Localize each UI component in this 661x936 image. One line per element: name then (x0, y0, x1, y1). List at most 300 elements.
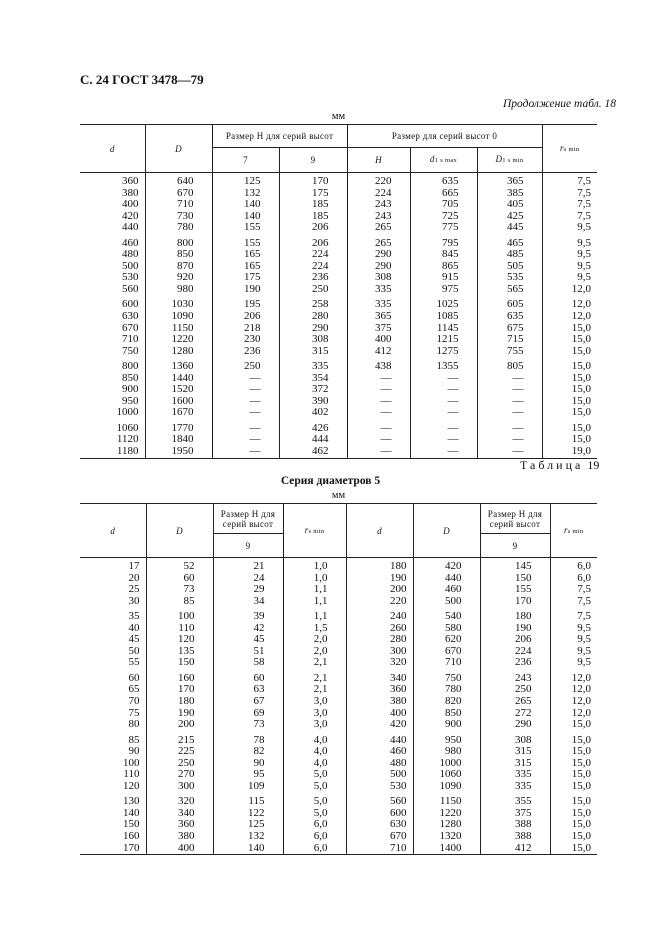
t19-col-header-size-H-2: Размер H для серий высот (480, 504, 550, 534)
table-cell: 12,0 (542, 284, 597, 296)
table-cell: 85 (80, 731, 146, 747)
t19-col-header-rs-min (283, 504, 346, 558)
table-cell: 12,0 (542, 311, 597, 323)
table-18 (80, 124, 597, 459)
table-row (80, 584, 597, 596)
table-cell: 365 (347, 311, 410, 323)
table-cell: 9,5 (542, 234, 597, 250)
table-cell: 412 (347, 346, 410, 358)
table-cell: 9,5 (550, 623, 597, 635)
table-row (80, 792, 597, 808)
table-cell: 1280 (145, 346, 212, 358)
table-cell: 980 (413, 746, 480, 758)
table-cell: 15,0 (550, 843, 597, 855)
table-cell: 820 (413, 696, 480, 708)
table-cell: 200 (346, 584, 413, 596)
table-cell: 1,5 (283, 623, 346, 635)
table-cell: — (347, 407, 410, 419)
table-cell: 110 (146, 623, 213, 635)
table18-unit: мм (331, 111, 346, 122)
table-cell: 30 (80, 596, 146, 608)
table-cell: 1320 (413, 831, 480, 843)
table-cell: 60 (146, 573, 213, 585)
table-cell: 206 (480, 634, 550, 646)
t19-col-header-9-2: 9 (480, 534, 550, 558)
table-cell: 15,0 (550, 769, 597, 781)
table-cell: 19,0 (542, 446, 597, 458)
table-cell: 1025 (410, 295, 477, 311)
table-cell: 150 (480, 573, 550, 585)
table-cell: 900 (413, 719, 480, 731)
table-cell: 1440 (145, 373, 212, 385)
table-cell: 175 (279, 188, 347, 200)
table-row (80, 657, 597, 669)
t19-rs-subscript-2: s min (567, 527, 584, 535)
table-cell: 535 (477, 272, 542, 284)
table18-body (80, 173, 597, 459)
table-cell: 1145 (410, 323, 477, 335)
table-row (80, 781, 597, 793)
table-cell: 260 (346, 623, 413, 635)
table-cell: 3,0 (283, 708, 346, 720)
table19-label-number: 19 (587, 458, 600, 472)
table-cell: 80 (80, 719, 146, 731)
table-cell: 15,0 (542, 396, 597, 408)
table-cell: 565 (477, 284, 542, 296)
table-cell: 7,5 (550, 596, 597, 608)
table-cell: 6,0 (283, 819, 346, 831)
table-cell: 15,0 (550, 731, 597, 747)
table-cell: 12,0 (550, 696, 597, 708)
table-cell: — (212, 384, 279, 396)
table-19 (80, 503, 597, 855)
table-cell: 1220 (413, 808, 480, 820)
table-row (80, 346, 597, 358)
table-cell: 865 (410, 261, 477, 273)
table-row (80, 596, 597, 608)
col-header-size-series-0: Размер для серий высот 0 (347, 125, 542, 148)
table-cell: 600 (80, 295, 145, 311)
table-cell: 250 (279, 284, 347, 296)
table-cell: 185 (279, 199, 347, 211)
table-cell: 52 (146, 558, 213, 573)
table-cell: 320 (346, 657, 413, 669)
table-cell: 380 (146, 831, 213, 843)
table-cell: 355 (480, 792, 550, 808)
table-cell: 9,5 (542, 222, 597, 234)
table-cell: 5,0 (283, 792, 346, 808)
table-cell: 360 (146, 819, 213, 831)
table-row (80, 407, 597, 419)
table-cell: 1000 (413, 758, 480, 770)
table-cell: 500 (346, 769, 413, 781)
table-cell: 165 (212, 249, 279, 261)
t19-col-header-D-2: D (413, 504, 480, 558)
table-cell: 635 (477, 311, 542, 323)
table-cell: 243 (347, 211, 410, 223)
table-cell: 440 (413, 573, 480, 585)
table-cell: 265 (480, 696, 550, 708)
table-cell: 388 (480, 831, 550, 843)
table-cell: 290 (480, 719, 550, 731)
table-row (80, 607, 597, 623)
table-cell: 500 (413, 596, 480, 608)
table-cell: 705 (410, 199, 477, 211)
table-cell: 132 (212, 188, 279, 200)
table-cell: 50 (80, 646, 146, 658)
table-cell: 438 (347, 357, 410, 373)
col-header-D: D (145, 125, 212, 173)
table-cell: 206 (212, 311, 279, 323)
table-cell: 12,0 (550, 684, 597, 696)
table-cell: 850 (413, 708, 480, 720)
table-cell: 100 (80, 758, 146, 770)
table-cell: 335 (480, 781, 550, 793)
table-cell: 1060 (80, 419, 145, 435)
table-cell: 78 (213, 731, 283, 747)
table-row (80, 696, 597, 708)
table-cell: 6,0 (283, 843, 346, 855)
t19-col-header-D: D (146, 504, 213, 558)
table-cell: 950 (80, 396, 145, 408)
table-cell: 600 (346, 808, 413, 820)
table-cell: 60 (213, 669, 283, 685)
table-cell: 290 (279, 323, 347, 335)
table-cell: 15,0 (550, 758, 597, 770)
table-cell: 73 (213, 719, 283, 731)
table-cell: 42 (213, 623, 283, 635)
table-cell: 390 (279, 396, 347, 408)
table-cell: 9,5 (550, 657, 597, 669)
table-row (80, 357, 597, 373)
table-row (80, 843, 597, 855)
table-cell: 1275 (410, 346, 477, 358)
table-cell: 15,0 (550, 781, 597, 793)
table-cell: 630 (346, 819, 413, 831)
table-cell: 280 (279, 311, 347, 323)
table-cell: 67 (213, 696, 283, 708)
table-cell: 155 (212, 222, 279, 234)
table-cell: 4,0 (283, 758, 346, 770)
table-cell: — (410, 373, 477, 385)
table-cell: 9,5 (542, 261, 597, 273)
t19-rs-symbol: r (304, 524, 309, 535)
table-cell: 170 (146, 684, 213, 696)
t19-rs-subscript: s min (308, 527, 325, 535)
table-cell: 1950 (145, 446, 212, 458)
table-cell: 308 (279, 334, 347, 346)
table-cell: 845 (410, 249, 477, 261)
table-cell: 1000 (80, 407, 145, 419)
table-cell: 1060 (413, 769, 480, 781)
table-cell: 200 (146, 719, 213, 731)
table-cell: 70 (80, 696, 146, 708)
table-cell: 560 (346, 792, 413, 808)
table-cell: 1215 (410, 334, 477, 346)
table-cell: 605 (477, 295, 542, 311)
table-cell: 160 (80, 831, 146, 843)
table-cell: 315 (480, 758, 550, 770)
table-cell: 1840 (145, 434, 212, 446)
table-cell: 85 (146, 596, 213, 608)
table-cell: 2,1 (283, 669, 346, 685)
table-cell: 45 (80, 634, 146, 646)
table-cell: — (410, 407, 477, 419)
table-cell: 190 (346, 573, 413, 585)
table-cell: 195 (212, 295, 279, 311)
table-cell: 218 (212, 323, 279, 335)
continuation-label: Продолжение табл. 18 (503, 98, 616, 110)
table-cell: 426 (279, 419, 347, 435)
table-cell: 675 (477, 323, 542, 335)
table-cell: 6,0 (550, 573, 597, 585)
table-cell: 290 (347, 261, 410, 273)
table-cell: 315 (279, 346, 347, 358)
table-cell: 140 (212, 199, 279, 211)
table-cell: 12,0 (550, 669, 597, 685)
table-cell: 125 (213, 819, 283, 831)
table-cell: 915 (410, 272, 477, 284)
table-cell: 800 (145, 234, 212, 250)
table-cell: 170 (80, 843, 146, 855)
table-cell: 7,5 (542, 173, 597, 188)
table-row (80, 558, 597, 573)
table-cell: 20 (80, 573, 146, 585)
table-cell: 670 (145, 188, 212, 200)
table-cell: 58 (213, 657, 283, 669)
table-cell: 4,0 (283, 746, 346, 758)
table-cell: 375 (480, 808, 550, 820)
table-cell: 2,1 (283, 657, 346, 669)
col-header-D1 (477, 148, 542, 173)
table-cell: 15,0 (542, 407, 597, 419)
table-cell: 870 (145, 261, 212, 273)
table19-unit: мм (331, 490, 346, 501)
table-cell: — (410, 384, 477, 396)
table-row (80, 234, 597, 250)
table-cell: 15,0 (542, 419, 597, 435)
col-header-7: 7 (212, 148, 279, 173)
table-cell: 340 (346, 669, 413, 685)
table-cell: 115 (213, 792, 283, 808)
table-cell: 320 (146, 792, 213, 808)
table-cell: 1085 (410, 311, 477, 323)
table-cell: 9,5 (542, 249, 597, 261)
table-cell: 150 (146, 657, 213, 669)
table-cell: 280 (346, 634, 413, 646)
table-cell: 15,0 (542, 434, 597, 446)
table-row (80, 669, 597, 685)
table-cell: — (477, 434, 542, 446)
table-cell: 175 (212, 272, 279, 284)
table19-label (520, 458, 599, 473)
table-cell: 258 (279, 295, 347, 311)
table-cell: 165 (212, 261, 279, 273)
table-cell: 15,0 (550, 719, 597, 731)
table-cell: 6,0 (550, 558, 597, 573)
table-cell: 1150 (145, 323, 212, 335)
table-cell: 1180 (80, 446, 145, 458)
table-cell: — (477, 407, 542, 419)
table-cell: 140 (213, 843, 283, 855)
table-cell: — (410, 419, 477, 435)
table-cell: 5,0 (283, 808, 346, 820)
table-cell: 385 (477, 188, 542, 200)
t19-col-header-rs-min-2 (550, 504, 597, 558)
D1-symbol: D (495, 154, 503, 164)
table-cell: 140 (212, 211, 279, 223)
table-cell: 1220 (145, 334, 212, 346)
table-cell: 100 (146, 607, 213, 623)
table-cell: 710 (346, 843, 413, 855)
table-cell: 300 (146, 781, 213, 793)
table-cell: 7,5 (542, 188, 597, 200)
table-cell: 780 (145, 222, 212, 234)
t19-rs-symbol-2: r (563, 524, 568, 535)
table-cell: 90 (213, 758, 283, 770)
table-cell: 224 (480, 646, 550, 658)
table-cell: 1120 (80, 434, 145, 446)
table-cell: 109 (213, 781, 283, 793)
table-cell: 1150 (413, 792, 480, 808)
table-cell: 300 (346, 646, 413, 658)
table-cell: 75 (80, 708, 146, 720)
D1-subscript: 1 s min (502, 157, 524, 164)
table-cell: 180 (146, 696, 213, 708)
table-cell: 272 (480, 708, 550, 720)
table-cell: — (410, 434, 477, 446)
table-cell: 15,0 (542, 357, 597, 373)
table-cell: 1670 (145, 407, 212, 419)
table-cell: 140 (80, 808, 146, 820)
table-cell: 635 (410, 173, 477, 188)
table-cell: 1770 (145, 419, 212, 435)
table-cell: 243 (480, 669, 550, 685)
table-cell: 15,0 (542, 346, 597, 358)
table-cell: 9,5 (550, 646, 597, 658)
table-cell: 462 (279, 446, 347, 458)
table-cell: 1,1 (283, 596, 346, 608)
col-header-d1 (410, 148, 477, 173)
table-cell: 380 (346, 696, 413, 708)
table-cell: 420 (346, 719, 413, 731)
table-cell: — (212, 419, 279, 435)
table-cell: 12,0 (542, 295, 597, 311)
table-cell: 540 (413, 607, 480, 623)
table-row (80, 284, 597, 296)
table-cell: 215 (146, 731, 213, 747)
table-cell: 63 (213, 684, 283, 696)
table-cell: 39 (213, 607, 283, 623)
t19-col-header-d-2: d (346, 504, 413, 558)
col-header-size-H: Размер H для серий высот (212, 125, 347, 148)
table-cell: 1520 (145, 384, 212, 396)
table-cell: — (347, 446, 410, 458)
table-cell: 750 (80, 346, 145, 358)
table-cell: 224 (279, 261, 347, 273)
table-cell: 500 (80, 261, 145, 273)
table-cell: 55 (80, 657, 146, 669)
table-cell: 2,1 (283, 684, 346, 696)
table-cell: 485 (477, 249, 542, 261)
table-cell: 185 (279, 211, 347, 223)
table-cell: 180 (346, 558, 413, 573)
table-cell: 95 (213, 769, 283, 781)
table-cell: — (347, 384, 410, 396)
table-cell: 150 (80, 819, 146, 831)
table-cell: 640 (145, 173, 212, 188)
table-cell: 402 (279, 407, 347, 419)
table-cell: 125 (212, 173, 279, 188)
table-cell: 145 (480, 558, 550, 573)
rs-symbol: r (559, 142, 564, 153)
table-cell: — (477, 373, 542, 385)
table-cell: 65 (80, 684, 146, 696)
table-cell: 340 (146, 808, 213, 820)
table-cell: 236 (212, 346, 279, 358)
table-row (80, 731, 597, 747)
table-row (80, 199, 597, 211)
table-cell: 360 (80, 173, 145, 188)
table-cell: 25 (80, 584, 146, 596)
table-cell: 132 (213, 831, 283, 843)
d1-subscript: 1 s max (434, 157, 458, 164)
table-cell: 308 (480, 731, 550, 747)
table-cell: 335 (347, 284, 410, 296)
table-cell: — (477, 384, 542, 396)
table-cell: 1400 (413, 843, 480, 855)
table-cell: 224 (347, 188, 410, 200)
table-cell: 60 (80, 669, 146, 685)
table-cell: — (410, 396, 477, 408)
table-cell: 775 (410, 222, 477, 234)
table-cell: 35 (80, 607, 146, 623)
table-cell: 425 (477, 211, 542, 223)
table-cell: 1360 (145, 357, 212, 373)
table-cell: 5,0 (283, 769, 346, 781)
table-row (80, 173, 597, 188)
table-cell: 460 (80, 234, 145, 250)
table-cell: 250 (146, 758, 213, 770)
table-cell: 505 (477, 261, 542, 273)
table-cell: 1355 (410, 357, 477, 373)
table-cell: 480 (346, 758, 413, 770)
table-cell: 580 (413, 623, 480, 635)
table-cell: 230 (212, 334, 279, 346)
table-cell: 7,5 (542, 199, 597, 211)
table-cell: 1090 (413, 781, 480, 793)
table-cell: — (347, 434, 410, 446)
table-cell: 15,0 (542, 323, 597, 335)
table-cell: — (212, 396, 279, 408)
table-cell: 375 (347, 323, 410, 335)
table-cell: 34 (213, 596, 283, 608)
table-cell: 1280 (413, 819, 480, 831)
table-cell: 5,0 (283, 781, 346, 793)
table-cell: 630 (80, 311, 145, 323)
table-cell: 15,0 (550, 792, 597, 808)
table-cell: 9,5 (550, 634, 597, 646)
table-cell: 710 (413, 657, 480, 669)
page-header: С. 24 ГОСТ 3478—79 (80, 72, 204, 87)
table-cell: 2,0 (283, 646, 346, 658)
table-cell: — (347, 373, 410, 385)
table-cell: 440 (80, 222, 145, 234)
table-cell: 1030 (145, 295, 212, 311)
table-cell: 29 (213, 584, 283, 596)
table-cell: 975 (410, 284, 477, 296)
table-cell: 1600 (145, 396, 212, 408)
